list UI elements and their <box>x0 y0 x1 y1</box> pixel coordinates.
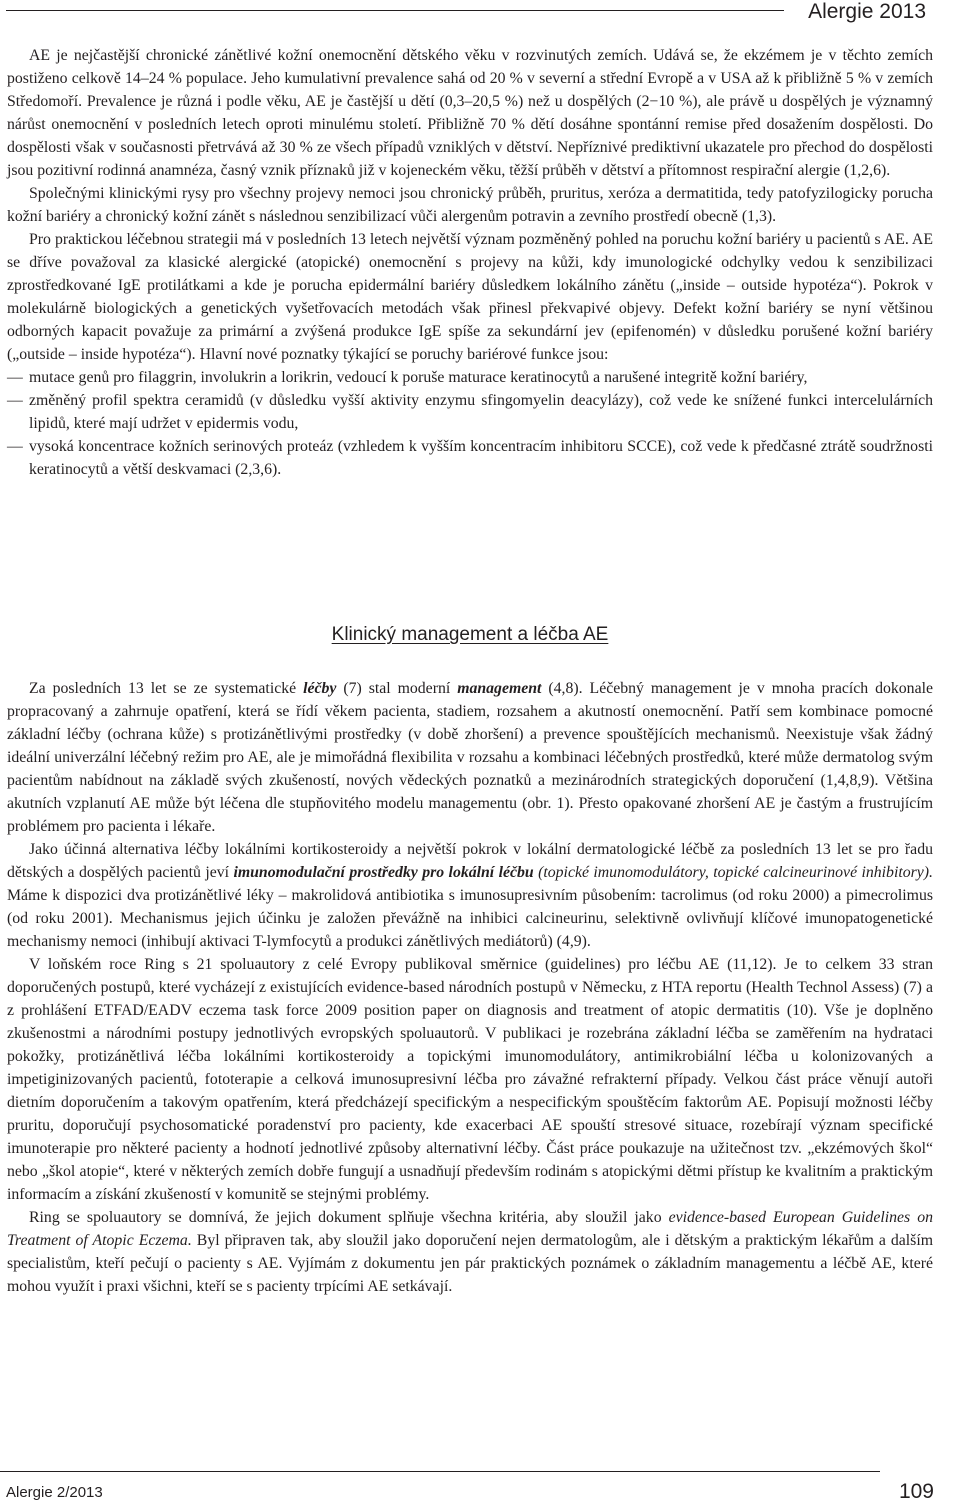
paragraph-clinical-features: Společnými klinickými rysy pro všechny projevy nemoci jsou chronický průběh, pruritus, xeróza a dermatitida, tedy patofyzilogicky porucha kožní bariéry a chronický kožní zánět s následnou senzibilizací vůči alergenům potravin a zevního prostředí obecně (1,3). <box>7 185 933 225</box>
list-item: — změněný profil spektra ceramidů (v důsledku vyšší aktivity enzymu sfingomyelin deacylázy), což vede ke snížené funkci intercelulárních lipidů, které mají udržet v epidermis vodu, <box>7 389 933 435</box>
paragraph-management <box>7 677 933 838</box>
section-heading-text: Klinický management a léčba AE <box>331 624 609 645</box>
text-run: Byl připraven tak, aby sloužil jako doporučení nejen dermatologům, ale i dětským a praktickým lékařům a dalším specialistům, kteří pečují o pacienty s AE. Vyjímám z dokumentu jen pár praktických poznámek o základním managementu a léčbě AE, které mohou využít i praxi všichni, kteří se s pacienty trpícími AE setkávají. <box>7 1232 933 1295</box>
intro-section <box>7 44 933 481</box>
text-run: Máme k dispozici dva protizánětlivé léky – makrolidová antibiotika s imunosupresivním působením: tacrolimus (od roku 2000) a pimecrolimus (od roku 2001). Mechanismus jejich účinku je založen převážně na inhibici calcineurinu, selektivně ovlivňují klíčové imunopatogenetické mechanismy nemoci (inhibují aktivaci T-lymfocytů a produkci zánětlivých mediátorů) (4,9). <box>7 887 933 950</box>
footer-rule <box>0 1471 880 1472</box>
emphasis: management <box>457 680 542 697</box>
text-run: Za posledních 13 let se ze systematické <box>29 680 304 697</box>
list-item: — vysoká koncentrace kožních serinových proteáz (vzhledem k vyšším koncentracím inhibitoru SCCE), což vede k předčasné ztrátě soudržnosti keratinocytů a větší deskvamaci (2,3,6). <box>7 435 933 481</box>
page-number: 109 <box>898 1480 934 1503</box>
barrier-findings-list <box>7 366 933 481</box>
footer-journal: Alergie 2/2013 <box>6 1484 103 1501</box>
section-heading <box>0 623 940 647</box>
running-header-title: Alergie 2013 <box>808 0 926 23</box>
paragraph-guidelines: V loňském roce Ring s 21 spoluautory z celé Evropy publikoval směrnice (guidelines) pro léčbu AE (11,12). Je to celkem 33 stran doporučených postupů, které vycházejí z existujících evidence-based národních postupů v Německu, z HTA reportu (Health Technol Assess) (7) a z prohlášení ETFAD/EADV eczema task force 2009 position paper on diagnosis and treatment of atopic dermatitis (10). Vše je doplněno zkušenostmi a národními postupy jednotlivých evropských spoluautorů. V publikaci je rozebrána základní léčba se zaměřením na hydrataci pokožky, protizánětlivá léčba lokálními kortikosteroidy a topickými imunomodulátory, antimikrobiální léčba u kolonizovaných a impetiginizovaných pacientů, fototerapie a celková imunosupresivní léčba pro závažné refrakterní případy. Velkou část práce věnují autoři dietním doporučením a takovým opatřením, která předcházejí specifickým a nespecifickým spouštěcím faktorům AE. Popisují možnosti léčby pruritu, doporučují psychosomatické poradenství pro pacienty, kde exacerbaci AE spouští stresové situace, rozebírají význam specifické imunoterapie pro některé pacienty a hodnotí jednotlivé způsoby alternativní léčby. Část práce poukazuje na užitečnost tzv. „ekzémových škol“ nebo „škol atopie“, které v některých zemích dobře fungují a usnadňují především rodinám s atopickými dětmi přístup ke kvalitním a praktickým informacím a získání zkušeností v komunitě se stejnými problémy. <box>7 956 933 1203</box>
header-rule <box>6 10 784 11</box>
management-section <box>7 677 933 1298</box>
text-run: Jako účinná alternativa léčby lokálními kortikosteroidy a největší pokrok v lokální dermatologické léčbě za posledních 13 let se pro řadu dětských a dospělých pacientů jeví <box>7 841 933 881</box>
text-run: (7) stal moderní <box>336 680 458 697</box>
text-run: Ring se spoluautory se domnívá, že jejich dokument splňuje všechna kritéria, aby sloužil jako <box>29 1209 669 1226</box>
paragraph-barrier: Pro praktickou léčebnou strategii má v posledních 13 letech největší význam pozměněný pohled na poruchu kožní bariéry u pacientů s AE. AE se dříve považoval za klasické alergické (atopické) onemocnění s projevy na kůži, kdy imunologické odchylky vedou k senzibilizaci zprostředkované IgE protilátkami a kde je porucha epidermální bariéry důsledkem lokálního zánětu („inside – outside hypotéza“). Pokrok v molekulárně biologických a genetických vyšetřovacích metodách však přinesl překvapivé objevy. Defekt kožní bariéry se nyní většinou odborných kapacit považuje za primární a zvýšená produkce IgE spíše za sekundární jev (epifenomén) v důsledku porušené kožní bariéry („outside – inside hypotéza“). Hlavní nové poznatky týkající se poruchy bariérové funkce jsou: <box>7 231 933 363</box>
list-item: — mutace genů pro filaggrin, involukrin a lorikrin, vedoucí k poruše maturace keratinocytů a narušené integritě kožní bariéry, <box>7 366 933 389</box>
paragraph-conclusion <box>7 1206 933 1298</box>
paragraph-prevalence: AE je nejčastější chronické zánětlivé kožní onemocnění dětského věku v rozvinutých zemích. Udává se, že ekzémem je v těchto zemích postiženo celkově 14–24 % populace. Jeho kumulativní prevalence sahá od 20 % v severní a střední Evropě a v USA až k přibližně 5 % v zemích Středomoří. Prevalence je různá i podle věku, AE je častější u dětí (0,3–20,5 %) než u dospělých (2−10 %), ale právě u dospělých je významný nárůst onemocnění v posledních letech oproti minulému století. Přibližně 70 % dětí dosáhne spontánní remise před dosažením dospělosti. Do dospělosti však v současnosti přetrvává až 30 % ze všech případů vzniklých v dětství. Nepříznivé prediktivní ukazatele pro přechod do dospělosti jsou pozitivní rodinná anamnéza, časný vznik příznaků již v kojeneckém věku, těžší průběh v dětství a přítomnost respirační alergie (1,2,6). <box>7 47 933 179</box>
emphasis: imunomodulační prostředky pro lokální léčbu <box>233 864 534 881</box>
emphasis: léčby <box>303 680 337 697</box>
paragraph-immunomodulators <box>7 838 933 953</box>
emphasis: evidence-based European Guidelines on Treatment of Atopic Eczema. <box>7 1209 933 1249</box>
emphasis: (topické imunomodulátory, topické calcineurinové inhibitory). <box>533 864 933 881</box>
text-run: (4,8). Léčebný management je v mnoha pracích dokonale propracovaný a zahrnuje opatření, která se řídí věkem pacienta, stadiem, rozsahem a akutností onemocnění. Patří sem kombinace pomocné základní léčby (ochrana kůže) s protizánětlivými prostředky (v době zhoršení) a prevence spouštějících mechanismů. Neexistuje však žádný ideální univerzální léčebný režim pro AE, ale je mimořádná flexibilita v rozsahu a kombinaci léčebných prostředků, které může dermatolog svým pacientům nabídnout na základě svých zkušeností, nových vědeckých poznatků a mezinárodních strategických doporučení (1,4,8,9). Většina akutních vzplanutí AE může být léčena dle stupňovitého modelu managementu (obr. 1). Přesto opakované zhoršení AE je častým a frustrujícím problémem pro pacienta i lékaře. <box>7 680 933 835</box>
